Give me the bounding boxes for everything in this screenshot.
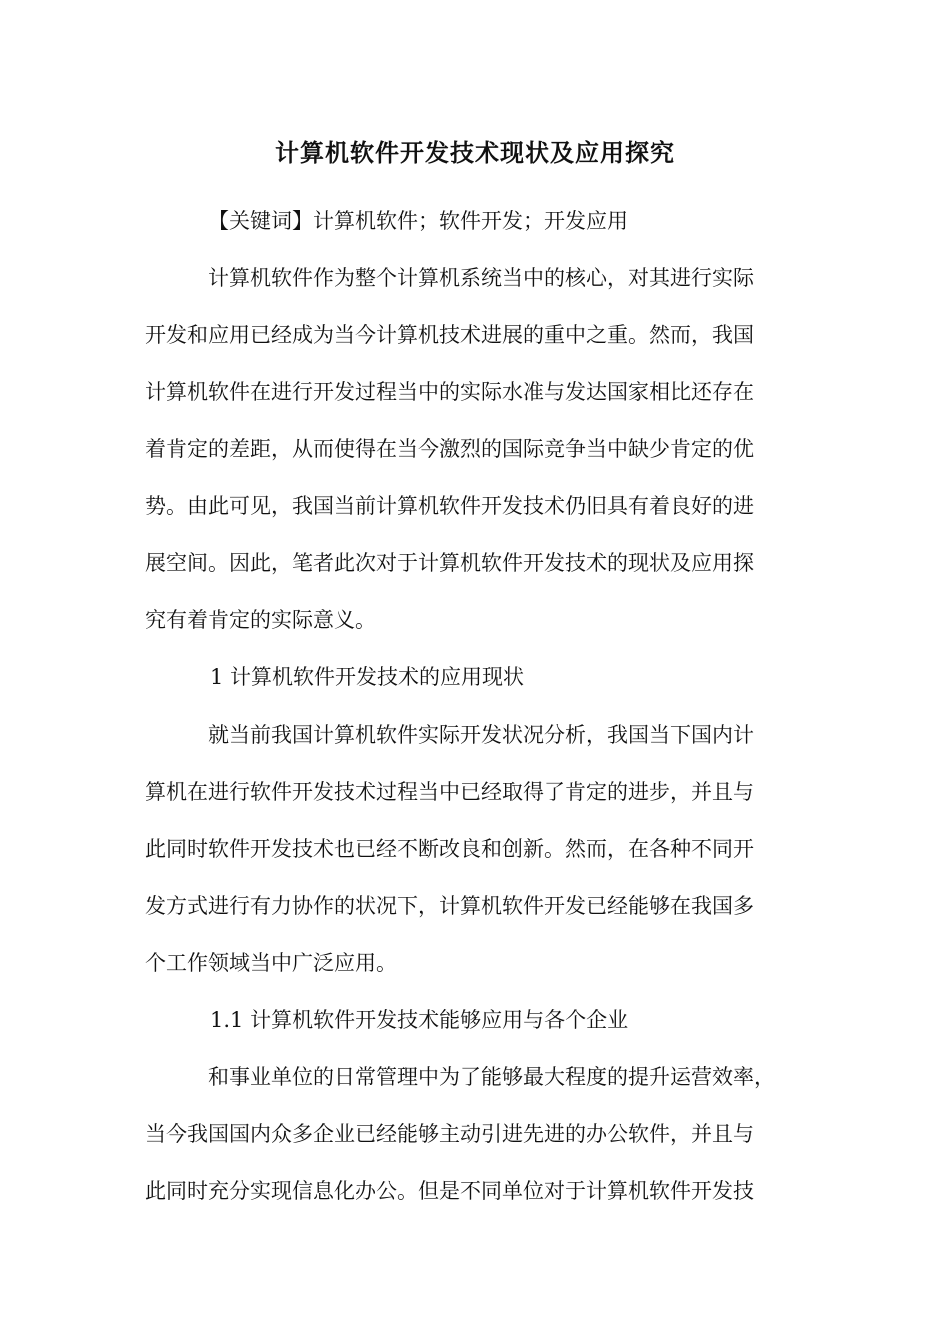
paragraph-line: 和事业单位的日常管理中为了能够最大程度的提升运营效率， <box>208 1065 775 1089</box>
paragraph-line: 究有着肯定的实际意义。 <box>145 608 376 632</box>
paragraph-line: 此同时充分实现信息化办公。但是不同单位对于计算机软件开发技 <box>145 1179 754 1203</box>
paragraph-line: 计算机软件作为整个计算机系统当中的核心，对其进行实际 <box>208 266 754 290</box>
paragraph-line: 发方式进行有力协作的状况下，计算机软件开发已经能够在我国多 <box>145 894 754 918</box>
paragraph-line: 当今我国国内众多企业已经能够主动引进先进的办公软件，并且与 <box>145 1122 754 1146</box>
paragraph-line: 此同时软件开发技术也已经不断改良和创新。然而，在各种不同开 <box>145 837 754 861</box>
subsection-heading: 1.1 计算机软件开发技术能够应用与各个企业 <box>210 1008 629 1032</box>
paragraph-line: 计算机软件在进行开发过程当中的实际水准与发达国家相比还存在 <box>145 380 754 404</box>
paragraph-line: 算机在进行软件开发技术过程当中已经取得了肯定的进步，并且与 <box>145 780 754 804</box>
section-heading: 1 计算机软件开发技术的应用现状 <box>210 665 525 689</box>
keywords-line: 【关键词】计算机软件；软件开发；开发应用 <box>208 209 628 233</box>
paragraph-line: 着肯定的差距，从而使得在当今激烈的国际竞争当中缺少肯定的优 <box>145 437 754 461</box>
paragraph-line: 个工作领域当中广泛应用。 <box>145 951 397 975</box>
paragraph-line: 就当前我国计算机软件实际开发状况分析，我国当下国内计 <box>208 723 754 747</box>
document-title: 计算机软件开发技术现状及应用探究 <box>275 138 675 167</box>
paragraph-line: 势。由此可见，我国当前计算机软件开发技术仍旧具有着良好的进 <box>145 494 754 518</box>
paragraph-line: 展空间。因此，笔者此次对于计算机软件开发技术的现状及应用探 <box>145 551 754 575</box>
paragraph-line: 开发和应用已经成为当今计算机技术进展的重中之重。然而，我国 <box>145 323 754 347</box>
